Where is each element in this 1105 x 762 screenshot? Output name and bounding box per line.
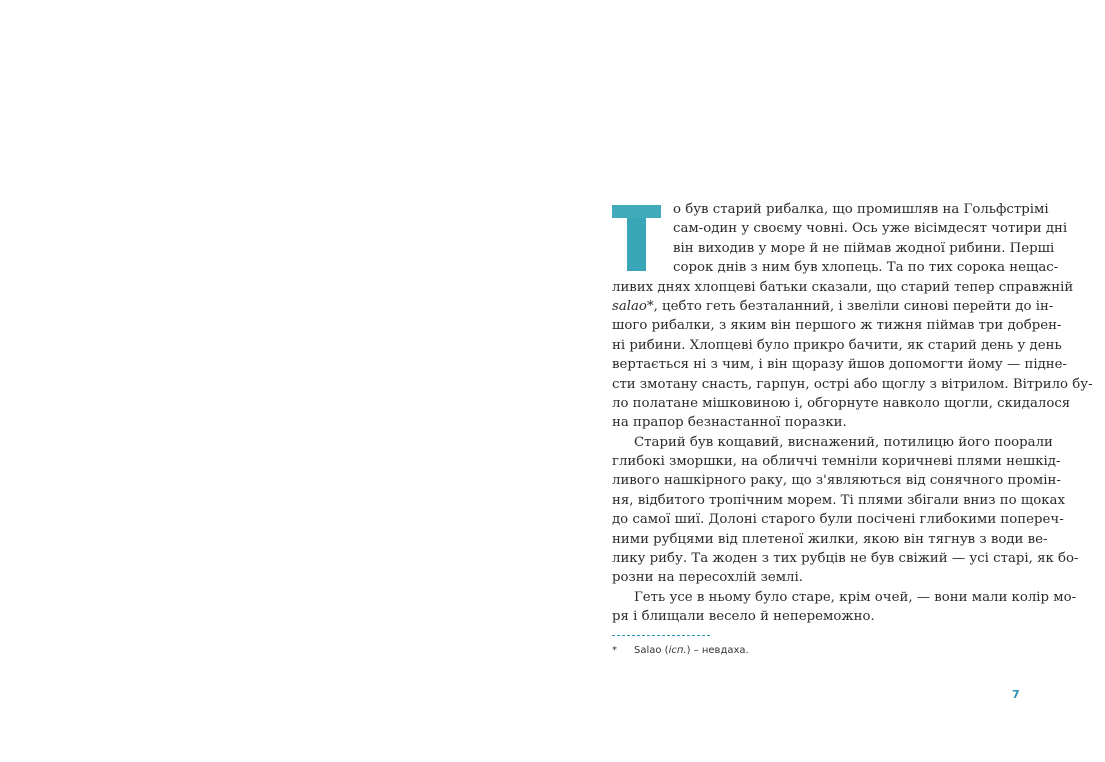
text-line: ло полатане мішковиною і, обгорнуте навколо щогли, скидалося — [612, 395, 1071, 411]
text-line: ня, відбитого тропічним морем. Ті плями збігали вниз по щоках — [612, 492, 1065, 508]
footnote: * Salao (ісп.) – невдаха. — [612, 645, 749, 656]
text-line: ні рибини. Хлопцеві було прикро бачити, як старий день у день — [612, 337, 1062, 353]
text-line: сти змотану снасть, гарпун, острі або щоглу з вітрилом. Вітрило бу- — [612, 376, 1093, 392]
page-number: 7 — [1012, 688, 1020, 701]
drop-cap-glyph — [612, 205, 662, 271]
text-line: він виходив у море й не піймав жодної рибини. Перші — [673, 240, 1055, 256]
text-line: розни на пересохлій землі. — [612, 570, 803, 586]
text-line: ними рубцями від плетеної жилки, якою він тягнув з води ве- — [612, 531, 1048, 547]
footnote-lang: ісп. — [668, 645, 687, 656]
text-line: о був старий рибалка, що промишляв на Гольфстрімі — [673, 202, 1049, 217]
footnote-divider — [612, 635, 710, 636]
text-line — [612, 297, 1054, 316]
text-line: сам-один у своєму човні. Ось уже вісімдесят чотири дні — [673, 221, 1068, 237]
text-line: ря і блищали весело й непереможно. — [612, 609, 875, 625]
text-line: на прапор безнастанної поразки. — [612, 415, 847, 431]
text-line: ливого нашкірного раку, що з'являються від сонячного промін- — [612, 473, 1061, 489]
text-line: шого рибалки, з яким він першого ж тижня піймав три добрен- — [612, 318, 1062, 334]
text-line: Старий був кощавий, виснажений, потилицю його поорали — [634, 434, 1053, 450]
text-line: сорок днів з ним був хлопець. Та по тих сорока нещас- — [673, 260, 1059, 276]
footnote-definition: – невдаха. — [693, 645, 749, 656]
text-line: глибокі зморшки, на обличчі темніли коричневі плями нешкід- — [612, 454, 1061, 470]
text-line: Геть усе в ньому було старе, крім очей, — вони мали колір мо- — [634, 589, 1077, 605]
text-line: вертається ні з чим, і він щоразу йшов допомогти йому — підне- — [612, 357, 1068, 373]
footnote-word: Salao — [634, 645, 662, 656]
text-line: до самої шиї. Долоні старого були посічені глибокими попереч- — [612, 512, 1064, 528]
salao-word: salao — [612, 298, 647, 314]
drop-cap — [612, 205, 662, 271]
footnote-mark: * — [612, 645, 617, 656]
text-line-rest: *, цебто геть безталанний, і звеліли синові перейти до ін- — [646, 298, 1054, 314]
main-text — [612, 200, 1093, 627]
text-line: лику рибу. Та жоден з тих рубців не був свіжий — усі старі, як бо- — [612, 551, 1079, 567]
text-line: ливих днях хлопцеві батьки сказали, що старий тепер справжній — [612, 279, 1074, 295]
